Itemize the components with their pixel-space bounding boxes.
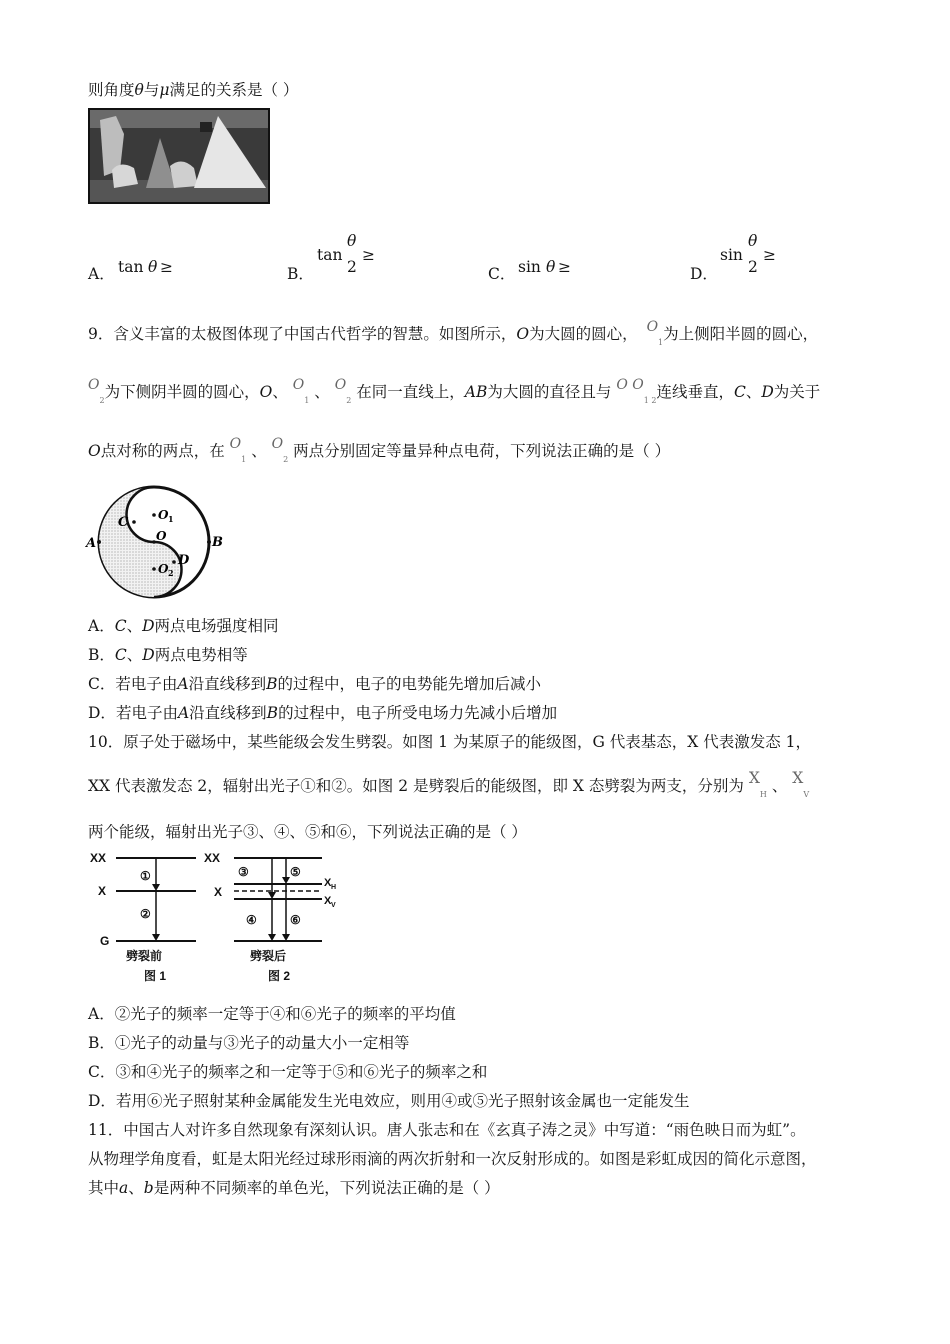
- fig1-name: 图 1: [144, 969, 167, 983]
- q11-stem-line-3: 其中a、b是两种不同频率的单色光，下列说法正确的是（ ）: [88, 1179, 500, 1197]
- fig2-label-x: X: [214, 885, 223, 899]
- q9-stem-line-3: O点对称的两点，在 $O_1$ 、 $O_2$ 两点分别固定等量异种点电荷，下列说法正确的是（ ）: [88, 436, 671, 464]
- q8-option-c[interactable]: C． sin θ ≥: [488, 258, 571, 283]
- fig1-label-g: G: [100, 934, 110, 948]
- q10-option-b[interactable]: B．①光子的动量与③光子的动量大小一定相等: [88, 1034, 410, 1052]
- q10-option-a[interactable]: A．②光子的频率一定等于④和⑥光子的频率的平均值: [88, 1005, 456, 1023]
- label-o2: O: [158, 562, 169, 576]
- point-o2: [152, 567, 156, 571]
- label-o1-sub: 1: [168, 514, 174, 524]
- fig1-photon-1: ①: [140, 869, 151, 883]
- label-b: B: [212, 535, 223, 550]
- q8-option-d[interactable]: D． sin θ 2 ≥: [690, 232, 776, 283]
- fig2-photon-4: ④: [246, 913, 257, 927]
- fig2-label-xh-sub: H: [331, 884, 336, 891]
- q9-option-d[interactable]: D．若电子由A沿直线移到B的过程中，电子所受电场力先减小后增加: [88, 704, 558, 722]
- point-a: [97, 540, 101, 544]
- fig1-label-xx: XX: [90, 851, 107, 865]
- fig2-caption: 劈裂后: [250, 949, 287, 963]
- fig2-photon-3: ③: [238, 865, 249, 879]
- q8-option-b[interactable]: B． tan θ 2 ≥: [287, 232, 375, 283]
- q9-stem-line-1: 9．含义丰富的太极图体现了中国古代哲学的智慧。如图所示，O为大圆的圆心， $O_1$为上侧阳半圆的圆心，: [88, 319, 819, 347]
- point-o1: [152, 513, 156, 517]
- point-d: [172, 560, 176, 564]
- fig2-label-xv: X: [324, 895, 332, 907]
- fig1-label-x: X: [98, 884, 107, 898]
- label-c: C: [118, 515, 129, 530]
- q9-stem-line-2: $O_2$为下侧阴半圆的圆心，O、 $O_1$ 、 $O_2$ 在同一直线上，AB为大圆的直径且与 O $O_{1 2}$连线垂直，C、D为关于: [88, 377, 821, 405]
- q10-stem-line-3: 两个能级，辐射出光子③、④、⑤和⑥，下列说法正确的是（ ）: [88, 823, 527, 841]
- q10-stem-line-2: XX 代表激发态 2，辐射出光子①和②。如图 2 是劈裂后的能级图，即 X 态劈裂为两支，分别为 $X_H$ 、 $X_V$: [88, 769, 810, 799]
- q9-option-c[interactable]: C．若电子由A沿直线移到B的过程中，电子的电势能先增加后减小: [88, 675, 542, 693]
- taiji-diagram: [84, 482, 244, 608]
- fig2-photon-5: ⑤: [290, 865, 301, 879]
- fig2-label-xv-sub: V: [331, 902, 336, 909]
- experiment-photo-illustration: [90, 110, 268, 202]
- fig2-name: 图 2: [268, 969, 291, 983]
- fig2-label-xh: X: [324, 877, 332, 889]
- q8-option-a[interactable]: A． tan θ ≥: [88, 258, 173, 283]
- label-o1: O: [158, 508, 169, 522]
- label-d: D: [178, 553, 190, 568]
- label-o: O: [156, 529, 167, 543]
- fig1-photon-2: ②: [140, 907, 151, 921]
- q9-option-b[interactable]: B．C、D两点电势相等: [88, 646, 248, 664]
- label-o2-sub: 2: [168, 568, 174, 578]
- q9-option-a[interactable]: A．C、D两点电场强度相同: [88, 617, 279, 635]
- q11-stem-line-2: 从物理学角度看，虹是太阳光经过球形雨滴的两次折射和一次反射形成的。如图是彩虹成因的简化示意图，: [88, 1150, 817, 1168]
- fig2-label-xx: XX: [204, 851, 221, 865]
- q10-stem-line-1: 10．原子处于磁场中，某些能级会发生劈裂。如图 1 为某原子的能级图，G 代表基态，X 代表激发态 1，: [88, 733, 812, 751]
- fig2-photon-6: ⑥: [290, 913, 301, 927]
- q8-stem: 则角度θ与μ满足的关系是（ ）: [88, 81, 299, 99]
- q10-option-c[interactable]: C．③和④光子的频率之和一定等于⑤和⑥光子的频率之和: [88, 1063, 488, 1081]
- fig1-caption: 劈裂前: [126, 949, 163, 963]
- label-a: A: [86, 536, 97, 551]
- q10-option-d[interactable]: D．若用⑥光子照射某种金属能发生光电效应，则用④或⑤光子照射该金属也一定能发生: [88, 1092, 690, 1110]
- point-b: [207, 540, 211, 544]
- point-c: [132, 520, 136, 524]
- energy-level-diagram: [86, 846, 336, 986]
- q11-stem-line-1: 11．中国古人对许多自然现象有深刻认识。唐人张志和在《玄真子涛之灵》中写道：“雨色映日而为虹”。: [88, 1121, 806, 1139]
- experiment-photo: [88, 108, 270, 204]
